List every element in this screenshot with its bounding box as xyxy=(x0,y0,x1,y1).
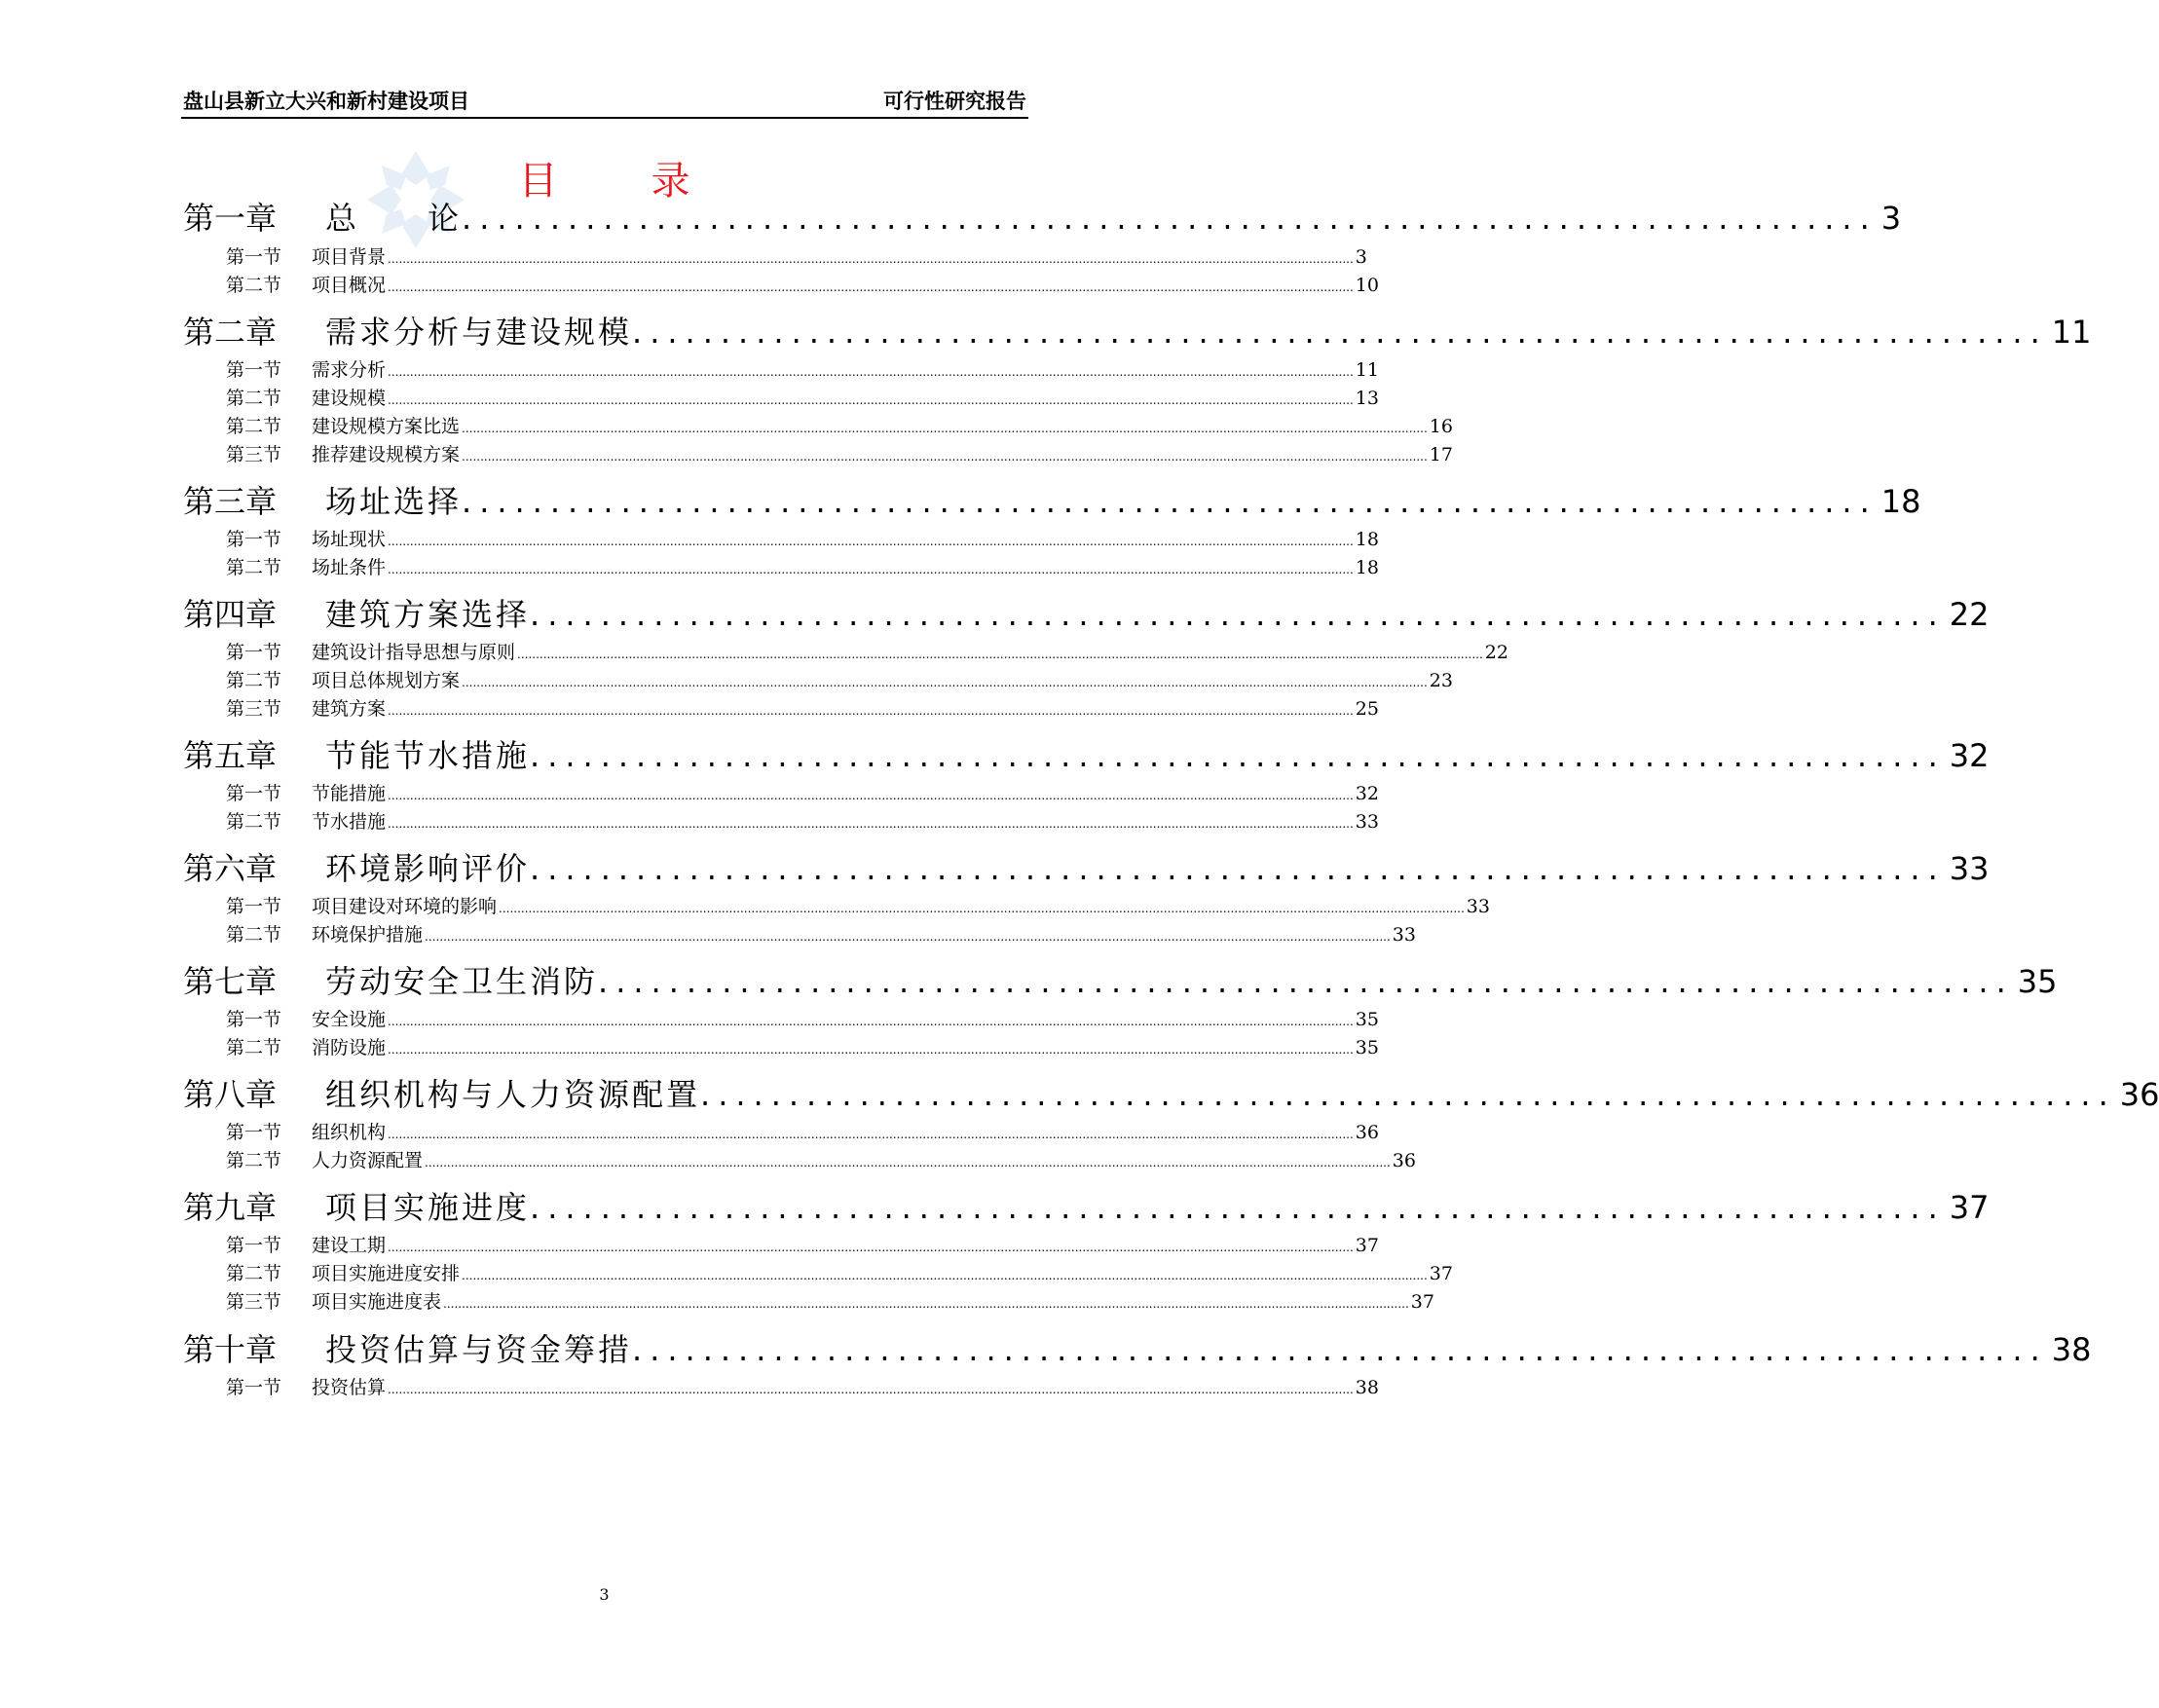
chapter-number: 第四章 xyxy=(183,596,278,633)
section-title: 建设规模 xyxy=(312,388,387,409)
dot-leader: .................................................................................................................................................................................................................................................................... xyxy=(499,902,1465,915)
section-title: 场址条件 xyxy=(312,557,387,578)
page-ref: 18 xyxy=(1355,529,1379,550)
chapter-title: 组织机构与人力资源配置 xyxy=(325,1076,701,1113)
dot-leader: .................................................................................................................................................................................................................................................................... xyxy=(388,393,1354,407)
section-title: 组织机构 xyxy=(312,1122,387,1143)
section-number: 第一节 xyxy=(226,529,282,550)
page-ref: 22 xyxy=(1949,596,1990,633)
toc-chapter-entry[interactable] xyxy=(183,308,2092,351)
chapter-title: 劳动安全卫生消防 xyxy=(325,963,599,1000)
dot-leader: .................................................................................................................................................................................................................................................................... xyxy=(443,1297,1409,1311)
section-title: 项目实施进度安排 xyxy=(312,1263,461,1284)
toc-section-entry[interactable] xyxy=(183,440,1453,467)
section-number: 第二节 xyxy=(226,811,282,833)
section-title: 项目总体规划方案 xyxy=(312,670,461,691)
section-number: 第二节 xyxy=(226,1263,282,1284)
section-number: 第二节 xyxy=(226,557,282,578)
section-number: 第一节 xyxy=(226,1009,282,1030)
dot-leader: .................................................................................................................................................................................................................................................................... xyxy=(462,422,1428,435)
page-ref: 13 xyxy=(1355,388,1379,409)
chapter-title: 总 论 xyxy=(325,200,463,237)
dot-leader: .................................................................................................................................................................................................................................................................... xyxy=(388,1383,1354,1396)
toc-section-entry[interactable] xyxy=(183,355,1379,383)
section-number: 第一节 xyxy=(226,1235,282,1256)
dot-leader: ................................................................................ xyxy=(530,737,1946,774)
section-title: 场址现状 xyxy=(312,529,387,550)
section-title: 建筑方案 xyxy=(312,698,387,720)
section-title: 项目背景 xyxy=(312,246,387,268)
toc-section-entry[interactable] xyxy=(183,807,1379,835)
chapter-title: 场址选择 xyxy=(325,483,463,520)
page-ref: 33 xyxy=(1392,924,1416,946)
chapter-number: 第二章 xyxy=(183,314,278,351)
page-ref: 36 xyxy=(1355,1122,1379,1143)
section-number: 第一节 xyxy=(226,246,282,268)
page-ref: 32 xyxy=(1949,737,1990,774)
dot-leader: .................................................................................................................................................................................................................................................................... xyxy=(517,648,1483,661)
chapter-number: 第三章 xyxy=(183,483,278,520)
toc-section-entry[interactable] xyxy=(183,920,1416,947)
page-ref: 17 xyxy=(1429,444,1453,465)
page-ref: 36 xyxy=(1392,1150,1416,1171)
toc-section-entry[interactable] xyxy=(183,525,1379,552)
page-ref: 37 xyxy=(1410,1291,1434,1313)
page-ref: 35 xyxy=(1355,1009,1379,1030)
dot-leader: .................................................................................................................................................................................................................................................................... xyxy=(388,1241,1354,1254)
page-ref: 11 xyxy=(2051,314,2092,351)
dot-leader: .................................................................................................................................................................................................................................................................... xyxy=(388,563,1354,576)
toc-title: 目录 xyxy=(518,159,784,204)
page-ref: 22 xyxy=(1484,642,1508,663)
dot-leader: .................................................................................................................................................................................................................................................................... xyxy=(462,450,1428,464)
page-ref: 25 xyxy=(1355,698,1379,720)
section-title: 项目建设对环境的影响 xyxy=(312,896,498,917)
section-title: 安全设施 xyxy=(312,1009,387,1030)
page-ref: 16 xyxy=(1429,416,1453,437)
section-number: 第三节 xyxy=(226,698,282,720)
toc-section-entry[interactable] xyxy=(183,1146,1416,1173)
dot-leader: ................................................................................ xyxy=(632,314,2048,351)
dot-leader: ................................................................................ xyxy=(530,850,1946,887)
dot-leader: .................................................................................................................................................................................................................................................................... xyxy=(388,535,1354,548)
section-number: 第一节 xyxy=(226,642,282,663)
page-ref: 18 xyxy=(1355,557,1379,578)
page-ref: 11 xyxy=(1355,359,1379,381)
section-title: 需求分析 xyxy=(312,359,387,381)
dot-leader: .................................................................................................................................................................................................................................................................... xyxy=(388,789,1354,802)
page-number: 3 xyxy=(599,1585,610,1604)
chapter-title: 投资估算与资金筹措 xyxy=(325,1331,633,1368)
page-ref: 33 xyxy=(1466,896,1490,917)
section-number: 第一节 xyxy=(226,1377,282,1398)
page-ref: 3 xyxy=(1355,246,1367,268)
section-number: 第一节 xyxy=(226,896,282,917)
section-title: 节能措施 xyxy=(312,783,387,804)
chapter-title: 需求分析与建设规模 xyxy=(325,314,633,351)
toc-section-entry[interactable] xyxy=(183,553,1379,580)
section-title: 建筑设计指导思想与原则 xyxy=(312,642,516,663)
page-ref: 36 xyxy=(2119,1076,2159,1113)
chapter-number: 第八章 xyxy=(183,1076,278,1113)
dot-leader: .................................................................................................................................................................................................................................................................... xyxy=(388,704,1354,718)
toc-section-entry[interactable] xyxy=(183,1231,1379,1258)
section-number: 第二节 xyxy=(226,388,282,409)
page-ref: 18 xyxy=(1880,483,1921,520)
toc-chapter-entry[interactable] xyxy=(183,477,1921,520)
section-number: 第二节 xyxy=(226,416,282,437)
page-ref: 33 xyxy=(1949,850,1990,887)
toc-chapter-entry[interactable] xyxy=(183,957,2058,1000)
chapter-number: 第六章 xyxy=(183,850,278,887)
toc-chapter-entry[interactable] xyxy=(183,731,1990,774)
section-number: 第二节 xyxy=(226,924,282,946)
dot-leader: ................................................................................ xyxy=(530,1189,1946,1226)
toc-chapter-entry[interactable] xyxy=(183,1325,2092,1368)
chapter-title: 项目实施进度 xyxy=(325,1189,531,1226)
dot-leader: .................................................................................................................................................................................................................................................................... xyxy=(388,252,1354,266)
toc-chapter-entry[interactable] xyxy=(183,194,1902,237)
toc-chapter-entry[interactable] xyxy=(183,590,1990,633)
toc-section-entry[interactable] xyxy=(183,271,1379,298)
section-title: 消防设施 xyxy=(312,1037,387,1058)
chapter-title: 环境影响评价 xyxy=(325,850,531,887)
page-ref: 35 xyxy=(2017,963,2058,1000)
toc-section-entry[interactable] xyxy=(183,412,1453,439)
toc-chapter-entry[interactable] xyxy=(183,1070,2159,1113)
section-number: 第二节 xyxy=(226,1037,282,1058)
chapter-number: 第七章 xyxy=(183,963,278,1000)
chapter-number: 第五章 xyxy=(183,737,278,774)
page-ref: 37 xyxy=(1949,1189,1990,1226)
section-title: 建设工期 xyxy=(312,1235,387,1256)
dot-leader: .................................................................................................................................................................................................................................................................... xyxy=(388,1015,1354,1028)
dot-leader: .................................................................................................................................................................................................................................................................... xyxy=(388,1043,1354,1057)
page-ref: 32 xyxy=(1355,783,1379,804)
dot-leader: .................................................................................................................................................................................................................................................................... xyxy=(462,676,1428,689)
section-title: 人力资源配置 xyxy=(312,1150,424,1171)
toc-section-entry[interactable] xyxy=(183,1118,1379,1145)
toc-section-entry[interactable] xyxy=(183,779,1379,806)
page-header xyxy=(181,84,1028,119)
section-title: 投资估算 xyxy=(312,1377,387,1398)
page-ref: 3 xyxy=(1880,200,1902,237)
section-number: 第二节 xyxy=(226,1150,282,1171)
section-title: 建设规模方案比选 xyxy=(312,416,461,437)
header-report-type: 可行性研究报告 xyxy=(883,90,1026,113)
chapter-number: 第一章 xyxy=(183,200,278,237)
toc-section-entry[interactable] xyxy=(183,242,1367,270)
header-project-name: 盘山县新立大兴和新村建设项目 xyxy=(183,90,469,113)
dot-leader: ................................................................................ xyxy=(598,963,2014,1000)
page-ref: 37 xyxy=(1429,1263,1453,1284)
page-ref: 10 xyxy=(1355,275,1379,296)
dot-leader: .................................................................................................................................................................................................................................................................... xyxy=(388,280,1354,294)
page-ref: 38 xyxy=(1355,1377,1379,1398)
section-title: 项目概况 xyxy=(312,275,387,296)
dot-leader: .................................................................................................................................................................................................................................................................... xyxy=(462,1269,1428,1282)
page-ref: 38 xyxy=(2051,1331,2092,1368)
toc-section-entry[interactable] xyxy=(183,694,1379,722)
section-title: 项目实施进度表 xyxy=(312,1291,442,1313)
dot-leader: ................................................................................ xyxy=(462,200,1878,237)
section-number: 第三节 xyxy=(226,444,282,465)
toc-chapter-entry[interactable] xyxy=(183,844,1990,887)
toc-section-entry[interactable] xyxy=(183,638,1508,665)
section-number: 第三节 xyxy=(226,1291,282,1313)
dot-leader: ................................................................................ xyxy=(632,1331,2048,1368)
toc-section-entry[interactable] xyxy=(183,892,1490,919)
section-number: 第一节 xyxy=(226,359,282,381)
section-number: 第一节 xyxy=(226,783,282,804)
page-ref: 23 xyxy=(1429,670,1453,691)
section-title: 节水措施 xyxy=(312,811,387,833)
dot-leader: .................................................................................................................................................................................................................................................................... xyxy=(388,1128,1354,1141)
chapter-title: 节能节水措施 xyxy=(325,737,531,774)
dot-leader: ................................................................................ xyxy=(530,596,1946,633)
toc-chapter-entry[interactable] xyxy=(183,1183,1990,1226)
toc-section-entry[interactable] xyxy=(183,1259,1453,1286)
chapter-number: 第九章 xyxy=(183,1189,278,1226)
toc-section-entry[interactable] xyxy=(183,1373,1379,1400)
dot-leader: .................................................................................................................................................................................................................................................................... xyxy=(425,1156,1391,1170)
chapter-number: 第十章 xyxy=(183,1331,278,1368)
toc-section-entry[interactable] xyxy=(183,1033,1379,1060)
toc-section-entry[interactable] xyxy=(183,666,1453,693)
page-ref: 33 xyxy=(1355,811,1379,833)
dot-leader: .................................................................................................................................................................................................................................................................... xyxy=(388,365,1354,379)
toc-section-entry[interactable] xyxy=(183,384,1379,411)
section-number: 第二节 xyxy=(226,275,282,296)
dot-leader: .................................................................................................................................................................................................................................................................... xyxy=(425,930,1391,944)
page-ref: 35 xyxy=(1355,1037,1379,1058)
section-number: 第二节 xyxy=(226,670,282,691)
dot-leader: ................................................................................ xyxy=(700,1076,2116,1113)
section-title: 推荐建设规模方案 xyxy=(312,444,461,465)
dot-leader: .................................................................................................................................................................................................................................................................... xyxy=(388,817,1354,831)
toc-section-entry[interactable] xyxy=(183,1005,1379,1032)
dot-leader: ................................................................................ xyxy=(462,483,1878,520)
chapter-title: 建筑方案选择 xyxy=(325,596,531,633)
section-number: 第一节 xyxy=(226,1122,282,1143)
section-title: 环境保护措施 xyxy=(312,924,424,946)
page-ref: 37 xyxy=(1355,1235,1379,1256)
toc-section-entry[interactable] xyxy=(183,1287,1434,1315)
